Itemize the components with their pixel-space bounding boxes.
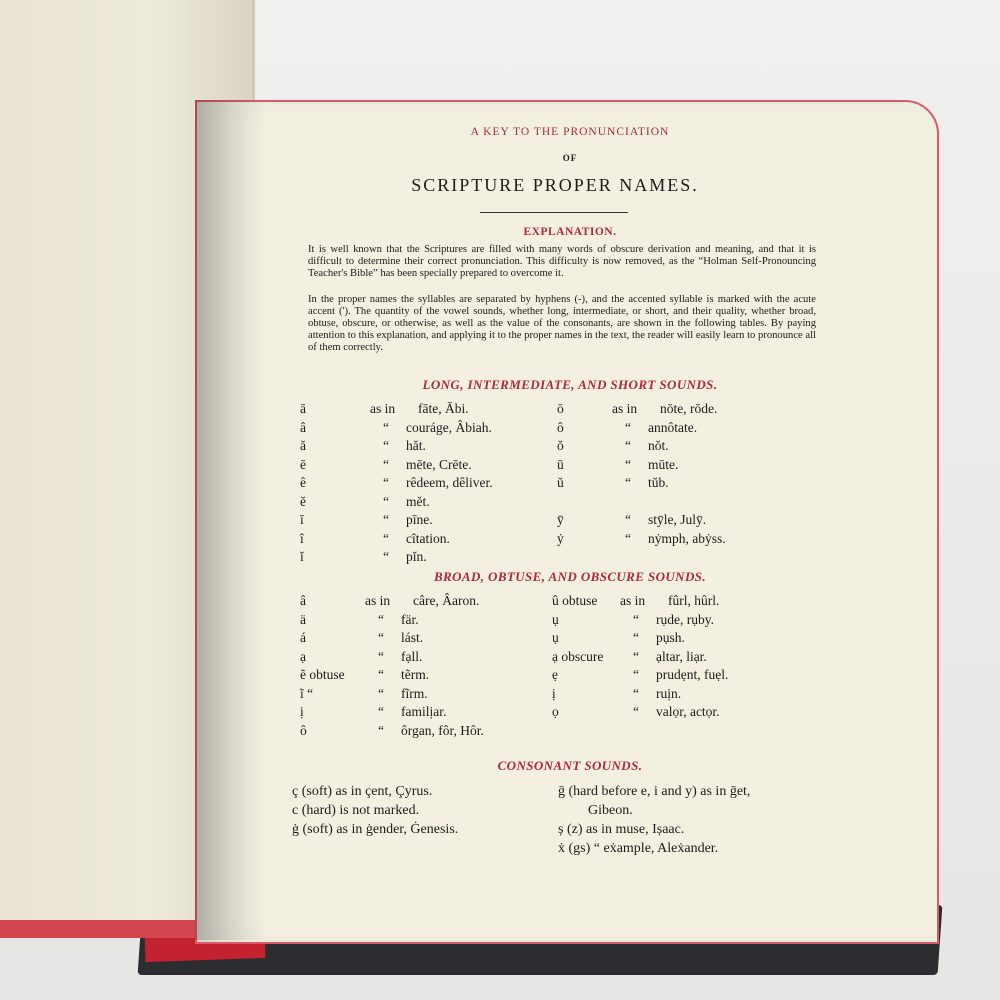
sound-example: ôrgan, fôr, Hôr.: [401, 722, 484, 738]
sound-prefix: “: [383, 475, 389, 490]
long-sounds-table-left: [300, 400, 493, 567]
sound-symbol: ô: [557, 419, 564, 435]
consonants-left: [292, 782, 458, 839]
sound-prefix: “: [378, 667, 384, 682]
sound-row: [300, 530, 493, 549]
sound-example: ạltar, liạr.: [656, 648, 707, 664]
sound-row: [557, 511, 726, 530]
broad-sounds-table-right: [552, 592, 728, 722]
sound-prefix: as in: [365, 593, 391, 608]
sound-row: [557, 400, 726, 419]
sound-symbol: ä: [300, 611, 306, 627]
sound-symbol: ŏ: [557, 438, 564, 453]
sound-row: [557, 530, 726, 549]
sound-row: [300, 685, 484, 704]
page-title-line: A KEY TO THE PRONUNCIATION: [470, 126, 670, 138]
sound-example: cîtation.: [406, 530, 450, 546]
sound-example: nŏt.: [648, 438, 669, 453]
sound-symbol: ē: [300, 456, 306, 472]
sound-symbol: ȳ: [557, 512, 564, 527]
sound-example: rêdeem, dêliver.: [406, 475, 493, 490]
sound-prefix: “: [383, 549, 389, 564]
sound-symbol: ê: [300, 475, 306, 490]
sound-symbol: ū: [557, 456, 564, 472]
sound-symbol: ị: [300, 704, 304, 719]
sound-row: [300, 722, 484, 741]
sound-row: [557, 437, 726, 456]
sound-row: [300, 629, 484, 648]
sound-symbol: ô: [300, 722, 307, 738]
sound-prefix: “: [378, 685, 384, 701]
long-sounds-heading: LONG, INTERMEDIATE, AND SHORT SOUNDS.: [422, 377, 718, 392]
sound-prefix: “: [383, 456, 389, 472]
sound-prefix: “: [633, 704, 639, 719]
explanation-paragraph-1: It is well known that the Scriptures are filled with many words of obscure derivation and meaning, and that it is difficult to determine their correct pronunciation. This difficulty is now removed, as the “Holman Self-Pronouncing Teacher's Bible” has been specially prepared to overcome it.: [308, 244, 816, 279]
sound-example: annôtate.: [648, 419, 698, 435]
sound-example: fạll.: [401, 648, 423, 664]
sound-symbol: ẹ: [552, 667, 558, 682]
sound-symbol: ẽ obtuse: [300, 667, 345, 682]
sound-example: fāte, Ābi.: [418, 401, 469, 416]
title-divider: [480, 212, 628, 213]
sound-symbol: ẏ: [557, 530, 564, 546]
sound-row: [557, 419, 726, 438]
sound-example: couráge, Âbiah.: [406, 419, 492, 435]
sound-example: nōte, rōde.: [660, 401, 718, 416]
sound-prefix: as in: [370, 401, 396, 416]
sound-example: lást.: [401, 630, 424, 645]
gutter-shadow: [195, 100, 265, 940]
sound-prefix: “: [625, 530, 631, 546]
page-title: SCRIPTURE PROPER NAMES.: [411, 175, 699, 195]
sound-prefix: as in: [620, 593, 646, 608]
consonant-row: ġ (soft) as in ġender, Ġenesis.: [292, 822, 459, 837]
sound-row: [300, 611, 484, 630]
sound-symbol: ụ: [552, 630, 559, 645]
sound-symbol: ọ: [552, 704, 559, 719]
sound-example: hăt.: [406, 438, 426, 453]
sound-example: pụsh.: [656, 630, 685, 645]
sound-prefix: “: [633, 630, 639, 645]
sound-example: tŭb.: [648, 475, 669, 490]
sound-symbol: î: [300, 530, 304, 546]
sound-example: mĕt.: [406, 493, 430, 509]
sound-prefix: “: [383, 419, 389, 435]
sound-symbol: ĕ: [300, 493, 306, 509]
sound-example: câre, Âaron.: [413, 593, 480, 608]
sound-example: ruịn.: [656, 685, 682, 701]
sound-symbol: ŭ: [557, 475, 564, 490]
sound-prefix: “: [378, 630, 384, 645]
sound-symbol: ạ: [300, 648, 306, 664]
sound-example: stȳle, Julȳ.: [648, 512, 707, 527]
consonant-sounds-heading: CONSONANT SOUNDS.: [497, 758, 643, 773]
sound-prefix: “: [383, 438, 389, 453]
sound-row: [557, 474, 726, 493]
sound-symbol: â: [300, 593, 306, 608]
sound-example: mēte, Crēte.: [406, 456, 472, 472]
explanation-paragraph-2: In the proper names the syllables are separated by hyphens (-), and the accented syllable is marked with the acute accent ('). The quantity of the vowel sounds, whether long, intermediate, or short, and their quality, whether broad, obtuse, obscure, or otherwise, as well as the value of the consonants, are shown in the following tables. By paying attention to this explanation, and applying it to the proper names in the text, the reader will easily learn to pronounce all of them correctly.: [308, 294, 816, 353]
sound-example: fär.: [401, 611, 419, 627]
sound-prefix: “: [633, 685, 639, 701]
consonant-row: ș (z) as in muse, Ișaac.: [558, 822, 685, 837]
sound-prefix: “: [378, 704, 384, 719]
sound-row: [557, 456, 726, 475]
sound-row: [552, 592, 728, 611]
sound-prefix: “: [625, 419, 631, 435]
sound-example: fĩrm.: [401, 685, 428, 701]
sound-example: tẽrm.: [401, 667, 430, 682]
sound-row: [300, 474, 493, 493]
sound-example: valọr, actọr.: [656, 704, 720, 719]
sound-row: [552, 703, 728, 722]
consonant-row: ḡ (hard before e, i and y) as in ḡet,: [558, 784, 751, 799]
sound-symbol: â: [300, 419, 306, 435]
sound-row: [300, 511, 493, 530]
sound-example: rụde, rụby.: [656, 611, 714, 627]
sound-row: [300, 419, 493, 438]
sound-row: [300, 648, 484, 667]
sound-example: nẏmph, abẏss.: [648, 530, 726, 546]
sound-symbol: ụ: [552, 611, 559, 627]
sound-row: [300, 456, 493, 475]
sound-prefix: “: [633, 611, 639, 627]
broad-sounds-heading: BROAD, OBTUSE, AND OBSCURE SOUNDS.: [433, 569, 707, 584]
consonant-row: ẋ (gs) “ eẋample, Aleẋander.: [558, 841, 719, 856]
sound-row: [552, 648, 728, 667]
sound-row: [552, 629, 728, 648]
sound-symbol: ī: [300, 512, 304, 527]
sound-prefix: “: [625, 456, 631, 472]
sound-row: [552, 666, 728, 685]
sound-example: mūte.: [648, 456, 679, 472]
sound-prefix: “: [383, 512, 389, 527]
sound-row: [300, 592, 484, 611]
sound-prefix: “: [383, 493, 389, 509]
sound-symbol: ĭ: [300, 549, 304, 564]
sound-prefix: “: [633, 667, 639, 682]
sound-symbol: ă: [300, 438, 306, 453]
sound-example: fûrl, hûrl.: [668, 593, 720, 608]
sound-row: [300, 400, 493, 419]
sound-prefix: “: [633, 648, 639, 664]
long-sounds-table-right: [557, 400, 726, 548]
sound-prefix: “: [625, 512, 631, 527]
sound-row: [300, 437, 493, 456]
sound-example: prudẹnt, fuẹl.: [656, 667, 729, 682]
sound-row: [300, 548, 493, 567]
sound-symbol: ạ obscure: [552, 648, 604, 664]
sound-example: pĭn.: [406, 549, 427, 564]
sound-row: [300, 666, 484, 685]
sound-prefix: “: [378, 648, 384, 664]
sound-symbol: ō: [557, 401, 564, 416]
page-title-of: OF: [562, 153, 578, 163]
consonant-row: Gibeon.: [588, 803, 633, 818]
consonant-row: ç (soft) as in çent, Çyrus.: [292, 784, 433, 799]
sound-symbol: ā: [300, 401, 306, 416]
sound-row: [300, 493, 493, 512]
sound-row: [552, 685, 728, 704]
sound-row: [300, 703, 484, 722]
explanation-heading: EXPLANATION.: [523, 226, 617, 238]
sound-prefix: “: [383, 530, 389, 546]
sound-row: [557, 493, 726, 512]
consonants-right: [558, 782, 750, 858]
sound-example: pīne.: [406, 512, 433, 527]
sound-symbol: û obtuse: [552, 593, 598, 608]
sound-example: familịar.: [401, 704, 447, 719]
sound-prefix: “: [378, 722, 384, 738]
broad-sounds-table-left: [300, 592, 484, 740]
sound-symbol: ĩ “: [300, 685, 314, 701]
left-page-red-edge: [0, 920, 200, 938]
consonant-row: c (hard) is not marked.: [292, 803, 420, 818]
sound-symbol: á: [300, 630, 306, 645]
sound-row: [552, 611, 728, 630]
sound-prefix: “: [378, 611, 384, 627]
sound-prefix: “: [625, 438, 631, 453]
sound-prefix: as in: [612, 401, 638, 416]
sound-symbol: ị: [552, 685, 556, 701]
sound-prefix: “: [625, 475, 631, 490]
